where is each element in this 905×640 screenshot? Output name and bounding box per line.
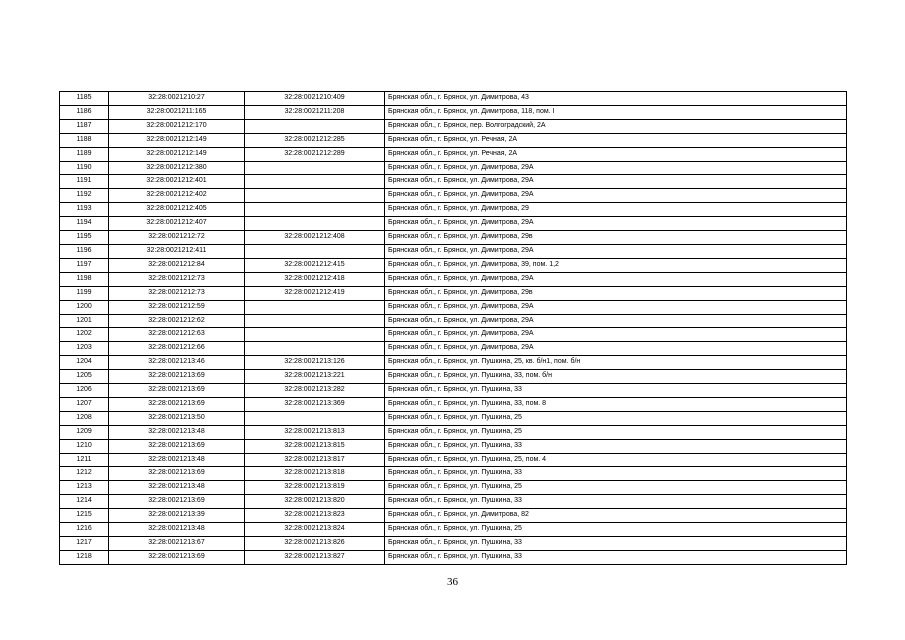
table-row xyxy=(60,133,847,147)
parent-cadastral-number-cell: 32:28:0021213:69 xyxy=(109,384,245,398)
row-number-cell: 1212 xyxy=(60,467,109,481)
table-row xyxy=(60,300,847,314)
cadastral-number-cell xyxy=(245,342,385,356)
row-number-cell: 1186 xyxy=(60,105,109,119)
table-row xyxy=(60,286,847,300)
cadastral-number-cell: 32:28:0021213:817 xyxy=(245,453,385,467)
row-number-cell: 1205 xyxy=(60,370,109,384)
cadastral-number-cell xyxy=(245,244,385,258)
address-cell: Брянская обл., г. Брянск, ул. Димитрова, 29 xyxy=(385,203,847,217)
table-row xyxy=(60,537,847,551)
parent-cadastral-number-cell: 32:28:0021213:67 xyxy=(109,537,245,551)
parent-cadastral-number-cell: 32:28:0021212:73 xyxy=(109,272,245,286)
address-cell: Брянская обл., г. Брянск, ул. Димитрова, 29А xyxy=(385,161,847,175)
table-row xyxy=(60,384,847,398)
parent-cadastral-number-cell: 32:28:0021213:39 xyxy=(109,509,245,523)
address-cell: Брянская обл., г. Брянск, ул. Димитрова, 29А xyxy=(385,217,847,231)
row-number-cell: 1218 xyxy=(60,550,109,564)
cadastral-number-cell: 32:28:0021213:369 xyxy=(245,397,385,411)
address-cell: Брянская обл., г. Брянск, ул. Речная, 2А xyxy=(385,133,847,147)
address-cell: Брянская обл., г. Брянск, ул. Димитрова, 29А xyxy=(385,328,847,342)
row-number-cell: 1217 xyxy=(60,537,109,551)
row-number-cell: 1213 xyxy=(60,481,109,495)
row-number-cell: 1195 xyxy=(60,231,109,245)
row-number-cell: 1200 xyxy=(60,300,109,314)
cadastral-number-cell: 32:28:0021213:820 xyxy=(245,495,385,509)
table-row xyxy=(60,370,847,384)
cadastral-number-cell: 32:28:0021212:419 xyxy=(245,286,385,300)
parent-cadastral-number-cell: 32:28:0021212:59 xyxy=(109,300,245,314)
parent-cadastral-number-cell: 32:28:0021212:407 xyxy=(109,217,245,231)
row-number-cell: 1198 xyxy=(60,272,109,286)
row-number-cell: 1191 xyxy=(60,175,109,189)
address-cell: Брянская обл., г. Брянск, ул. Димитрова, 43 xyxy=(385,92,847,106)
parent-cadastral-number-cell: 32:28:0021212:401 xyxy=(109,175,245,189)
address-cell: Брянская обл., г. Брянск, ул. Пушкина, 25 xyxy=(385,523,847,537)
parent-cadastral-number-cell: 32:28:0021213:46 xyxy=(109,356,245,370)
cadastral-number-cell: 32:28:0021210:409 xyxy=(245,92,385,106)
table-row xyxy=(60,189,847,203)
row-number-cell: 1215 xyxy=(60,509,109,523)
row-number-cell: 1206 xyxy=(60,384,109,398)
cadastral-number-cell xyxy=(245,300,385,314)
address-cell: Брянская обл., г. Брянск, ул. Пушкина, 25 xyxy=(385,425,847,439)
address-cell: Брянская обл., г. Брянск, ул. Пушкина, 33 xyxy=(385,495,847,509)
row-number-cell: 1194 xyxy=(60,217,109,231)
parent-cadastral-number-cell: 32:28:0021213:48 xyxy=(109,523,245,537)
address-cell: Брянская обл., г. Брянск, ул. Пушкина, 25, кв. б/н1, пом. б/н xyxy=(385,356,847,370)
address-cell: Брянская обл., г. Брянск, ул. Пушкина, 33 xyxy=(385,384,847,398)
parent-cadastral-number-cell: 32:28:0021210:27 xyxy=(109,92,245,106)
cadastral-number-cell: 32:28:0021213:815 xyxy=(245,439,385,453)
row-number-cell: 1210 xyxy=(60,439,109,453)
address-cell: Брянская обл., г. Брянск, ул. Димитрова, 29А xyxy=(385,175,847,189)
row-number-cell: 1185 xyxy=(60,92,109,106)
table-row xyxy=(60,523,847,537)
address-cell: Брянская обл., г. Брянск, ул. Димитрова, 29А xyxy=(385,314,847,328)
cadastral-number-cell: 32:28:0021213:813 xyxy=(245,425,385,439)
table-row xyxy=(60,481,847,495)
address-cell: Брянская обл., г. Брянск, ул. Димитрова, 29А xyxy=(385,244,847,258)
address-cell: Брянская обл., г. Брянск, ул. Пушкина, 33 xyxy=(385,550,847,564)
table-row xyxy=(60,453,847,467)
cadastral-number-cell: 32:28:0021212:289 xyxy=(245,147,385,161)
table-row xyxy=(60,175,847,189)
cadastral-number-cell xyxy=(245,328,385,342)
cadastral-number-cell: 32:28:0021213:827 xyxy=(245,550,385,564)
address-cell: Брянская обл., г. Брянск, ул. Пушкина, 25 xyxy=(385,411,847,425)
address-cell: Брянская обл., г. Брянск, ул. Димитрова, 29А xyxy=(385,272,847,286)
row-number-cell: 1193 xyxy=(60,203,109,217)
parent-cadastral-number-cell: 32:28:0021211:165 xyxy=(109,105,245,119)
parent-cadastral-number-cell: 32:28:0021212:380 xyxy=(109,161,245,175)
row-number-cell: 1209 xyxy=(60,425,109,439)
address-cell: Брянская обл., г. Брянск, ул. Речная, 2А xyxy=(385,147,847,161)
row-number-cell: 1189 xyxy=(60,147,109,161)
cadastral-number-cell: 32:28:0021212:415 xyxy=(245,258,385,272)
parent-cadastral-number-cell: 32:28:0021212:411 xyxy=(109,244,245,258)
table-row xyxy=(60,495,847,509)
table-row xyxy=(60,231,847,245)
cadastral-number-cell xyxy=(245,161,385,175)
table-row xyxy=(60,92,847,106)
row-number-cell: 1208 xyxy=(60,411,109,425)
row-number-cell: 1197 xyxy=(60,258,109,272)
parent-cadastral-number-cell: 32:28:0021213:69 xyxy=(109,550,245,564)
row-number-cell: 1211 xyxy=(60,453,109,467)
table-row xyxy=(60,356,847,370)
address-cell: Брянская обл., г. Брянск, ул. Димитрова, 29в xyxy=(385,286,847,300)
row-number-cell: 1190 xyxy=(60,161,109,175)
table-row xyxy=(60,439,847,453)
address-cell: Брянская обл., г. Брянск, ул. Димитрова, 29А xyxy=(385,342,847,356)
address-cell: Брянская обл., г. Брянск, ул. Пушкина, 25 xyxy=(385,481,847,495)
table-row xyxy=(60,272,847,286)
row-number-cell: 1214 xyxy=(60,495,109,509)
cadastral-number-cell xyxy=(245,314,385,328)
table-row xyxy=(60,397,847,411)
cadastral-number-cell: 32:28:0021213:818 xyxy=(245,467,385,481)
table-row xyxy=(60,509,847,523)
address-cell: Брянская обл., г. Брянск, ул. Пушкина, 33, пом. 8 xyxy=(385,397,847,411)
cadastral-number-cell: 32:28:0021213:824 xyxy=(245,523,385,537)
row-number-cell: 1201 xyxy=(60,314,109,328)
cadastral-number-cell: 32:28:0021213:282 xyxy=(245,384,385,398)
table-row xyxy=(60,328,847,342)
address-cell: Брянская обл., г. Брянск, ул. Пушкина, 33 xyxy=(385,467,847,481)
table-row xyxy=(60,161,847,175)
cadastral-number-cell: 32:28:0021212:418 xyxy=(245,272,385,286)
cadastral-registry-table xyxy=(59,91,847,565)
row-number-cell: 1207 xyxy=(60,397,109,411)
table-row xyxy=(60,467,847,481)
parent-cadastral-number-cell: 32:28:0021212:72 xyxy=(109,231,245,245)
cadastral-number-cell: 32:28:0021212:285 xyxy=(245,133,385,147)
table-row xyxy=(60,147,847,161)
cadastral-number-cell xyxy=(245,203,385,217)
table-row xyxy=(60,425,847,439)
address-cell: Брянская обл., г. Брянск, ул. Пушкина, 33 xyxy=(385,537,847,551)
row-number-cell: 1203 xyxy=(60,342,109,356)
table-row xyxy=(60,217,847,231)
address-cell: Брянская обл., г. Брянск, ул. Пушкина, 25, пом. 4 xyxy=(385,453,847,467)
parent-cadastral-number-cell: 32:28:0021212:66 xyxy=(109,342,245,356)
address-cell: Брянская обл., г. Брянск, ул. Димитрова, 82 xyxy=(385,509,847,523)
table-row xyxy=(60,119,847,133)
parent-cadastral-number-cell: 32:28:0021212:84 xyxy=(109,258,245,272)
row-number-cell: 1188 xyxy=(60,133,109,147)
parent-cadastral-number-cell: 32:28:0021212:63 xyxy=(109,328,245,342)
parent-cadastral-number-cell: 32:28:0021212:73 xyxy=(109,286,245,300)
row-number-cell: 1187 xyxy=(60,119,109,133)
parent-cadastral-number-cell: 32:28:0021212:402 xyxy=(109,189,245,203)
cadastral-number-cell: 32:28:0021212:408 xyxy=(245,231,385,245)
table-row xyxy=(60,550,847,564)
table-row xyxy=(60,258,847,272)
parent-cadastral-number-cell: 32:28:0021212:149 xyxy=(109,147,245,161)
cadastral-number-cell: 32:28:0021213:221 xyxy=(245,370,385,384)
registry-table-body xyxy=(60,92,847,565)
table-row xyxy=(60,314,847,328)
parent-cadastral-number-cell: 32:28:0021212:62 xyxy=(109,314,245,328)
cadastral-number-cell: 32:28:0021213:826 xyxy=(245,537,385,551)
cadastral-number-cell xyxy=(245,411,385,425)
address-cell: Брянская обл., г. Брянск, ул. Димитрова, 29А xyxy=(385,300,847,314)
address-cell: Брянская обл., г. Брянск, ул. Димитрова, 29в xyxy=(385,231,847,245)
row-number-cell: 1192 xyxy=(60,189,109,203)
page-number: 36 xyxy=(447,576,458,588)
address-cell: Брянская обл., г. Брянск, ул. Пушкина, 33 xyxy=(385,439,847,453)
address-cell: Брянская обл., г. Брянск, пер. Волгоградский, 2А xyxy=(385,119,847,133)
cadastral-number-cell xyxy=(245,189,385,203)
parent-cadastral-number-cell: 32:28:0021213:48 xyxy=(109,453,245,467)
cadastral-number-cell xyxy=(245,175,385,189)
cadastral-number-cell: 32:28:0021211:208 xyxy=(245,105,385,119)
cadastral-number-cell: 32:28:0021213:819 xyxy=(245,481,385,495)
parent-cadastral-number-cell: 32:28:0021213:69 xyxy=(109,370,245,384)
parent-cadastral-number-cell: 32:28:0021212:149 xyxy=(109,133,245,147)
table-row xyxy=(60,411,847,425)
table-row xyxy=(60,244,847,258)
parent-cadastral-number-cell: 32:28:0021213:69 xyxy=(109,439,245,453)
row-number-cell: 1196 xyxy=(60,244,109,258)
cadastral-number-cell xyxy=(245,119,385,133)
cadastral-number-cell: 32:28:0021213:126 xyxy=(245,356,385,370)
parent-cadastral-number-cell: 32:28:0021212:405 xyxy=(109,203,245,217)
cadastral-number-cell xyxy=(245,217,385,231)
address-cell: Брянская обл., г. Брянск, ул. Димитрова, 39, пом. 1,2 xyxy=(385,258,847,272)
table-row xyxy=(60,342,847,356)
row-number-cell: 1202 xyxy=(60,328,109,342)
row-number-cell: 1204 xyxy=(60,356,109,370)
parent-cadastral-number-cell: 32:28:0021213:69 xyxy=(109,397,245,411)
parent-cadastral-number-cell: 32:28:0021213:50 xyxy=(109,411,245,425)
row-number-cell: 1199 xyxy=(60,286,109,300)
address-cell: Брянская обл., г. Брянск, ул. Димитрова, 118, пом. I xyxy=(385,105,847,119)
row-number-cell: 1216 xyxy=(60,523,109,537)
table-row xyxy=(60,105,847,119)
address-cell: Брянская обл., г. Брянск, ул. Димитрова, 29А xyxy=(385,189,847,203)
cadastral-number-cell: 32:28:0021213:823 xyxy=(245,509,385,523)
parent-cadastral-number-cell: 32:28:0021213:69 xyxy=(109,495,245,509)
table-row xyxy=(60,203,847,217)
parent-cadastral-number-cell: 32:28:0021213:48 xyxy=(109,481,245,495)
parent-cadastral-number-cell: 32:28:0021212:170 xyxy=(109,119,245,133)
parent-cadastral-number-cell: 32:28:0021213:48 xyxy=(109,425,245,439)
parent-cadastral-number-cell: 32:28:0021213:69 xyxy=(109,467,245,481)
address-cell: Брянская обл., г. Брянск, ул. Пушкина, 33, пом. б/н xyxy=(385,370,847,384)
